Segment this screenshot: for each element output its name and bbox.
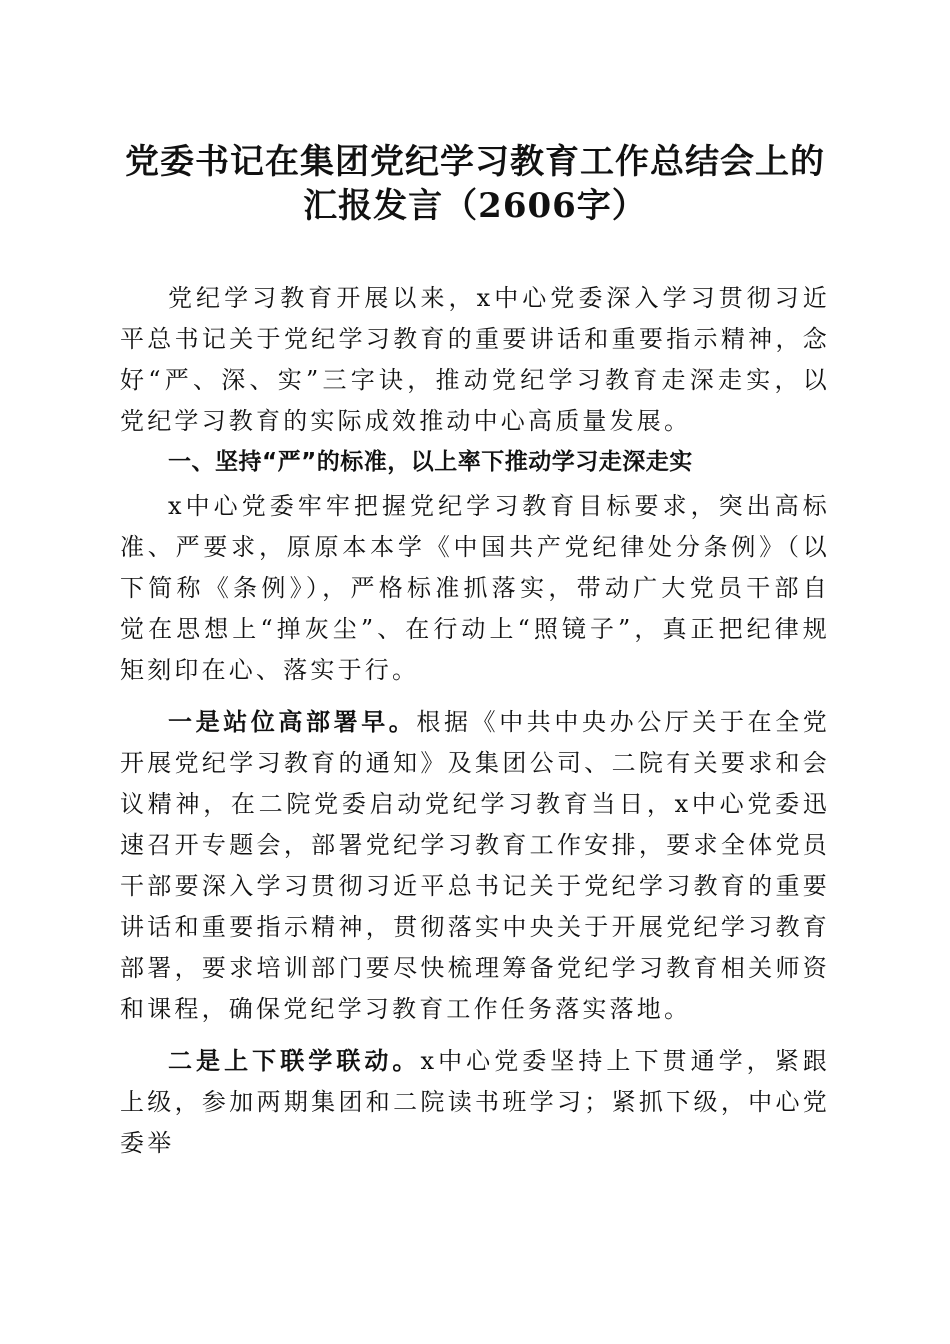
section-1-heading: 一、坚持“严”的标准，以上率下推动学习走深走实 (168, 449, 693, 475)
section-1-paragraph: x中心党委牢牢把握党纪学习教育目标要求，突出高标准、严要求，原原本本学《中国共产党纪律处分条例》（以下简称《条例》），严格标准抓落实，带动广大党员干部自觉在思想上“掸灰尘”、在行动上“照镜子”，真正把纪律规矩刻印在心、落实于行。 (120, 492, 830, 684)
point-1-paragraph (120, 701, 830, 1030)
point-2-text: x中心党委坚持上下贯通学，紧跟上级，参加两期集团和二院读书班学习；紧抓下级，中心党委举 (120, 1047, 830, 1157)
document-body (120, 278, 830, 1164)
point-1-text: 根据《中共中央办公厅关于在全党开展党纪学习教育的通知》及集团公司、二院有关要求和会议精神，在二院党委启动党纪学习教育当日，x中心党委迅速召开专题会，部署党纪学习教育工作安排，要求全体党员干部要深入学习贯彻习近平总书记关于党纪学习教育的重要讲话和重要指示精神，贯彻落实中央关于开展党纪学习教育部署，要求培训部门要尽快梳理筹备党纪学习教育相关师资和课程，确保党纪学习教育工作任务落实落地。 (120, 708, 830, 1023)
point-1-lead: 一是站位高部署早。 (168, 707, 417, 736)
document-title (80, 140, 870, 228)
title-line-1: 党委书记在集团党纪学习教育工作总结会上的 (125, 142, 825, 182)
point-2-paragraph (120, 1040, 830, 1164)
point-2-lead: 二是上下联学联动。 (168, 1046, 421, 1075)
title-line-2: 汇报发言（2606字） (303, 186, 647, 226)
intro-paragraph: 党纪学习教育开展以来，x中心党委深入学习贯彻习近平总书记关于党纪学习教育的重要讲话和重要指示精神，念好“严、深、实”三字诀，推动党纪学习教育走深走实，以党纪学习教育的实际成效推动中心高质量发展。 (120, 284, 830, 435)
